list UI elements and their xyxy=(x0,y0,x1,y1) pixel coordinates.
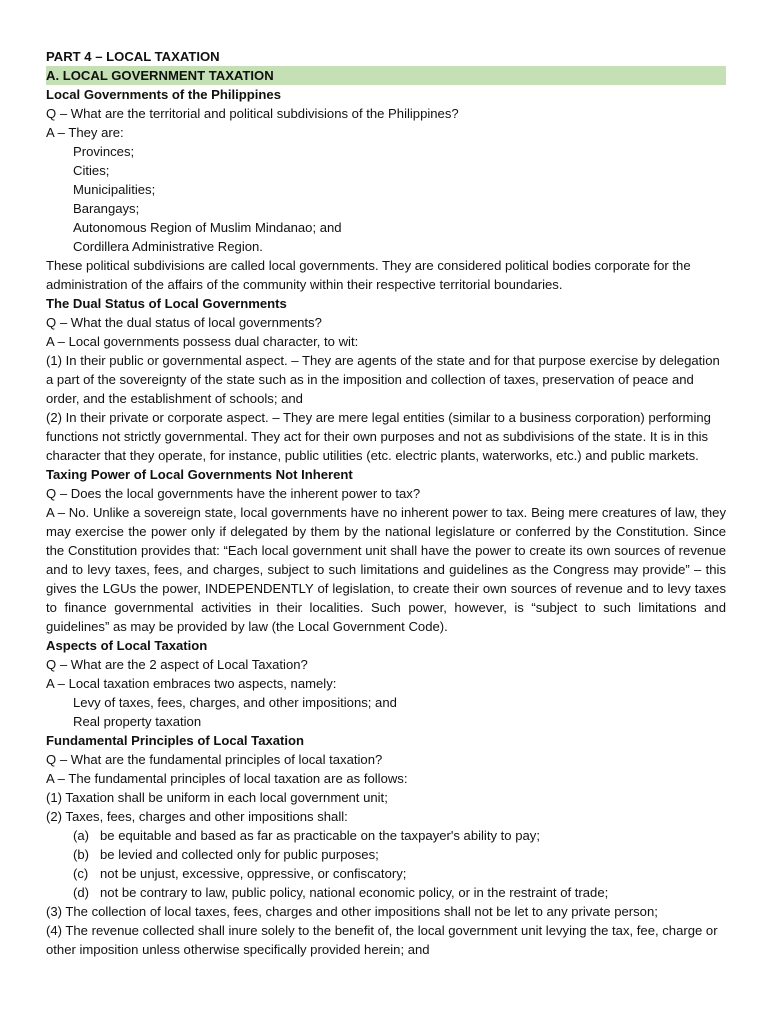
question-subdivisions: Q – What are the territorial and political subdivisions of the Philippines? xyxy=(46,106,459,121)
sub-item-text: not be unjust, excessive, oppressive, or confiscatory; xyxy=(100,866,407,881)
heading-local-governments: Local Governments of the Philippines xyxy=(46,87,281,102)
section-title-band: A. LOCAL GOVERNMENT TAXATION xyxy=(46,66,726,85)
sub-item-text: be equitable and based as far as practicable on the taxpayer's ability to pay; xyxy=(100,828,540,843)
answer-subdivisions: A – They are: xyxy=(46,125,124,140)
heading-dual-status: The Dual Status of Local Governments xyxy=(46,296,287,311)
heading-taxing-power: Taxing Power of Local Governments Not Inherent xyxy=(46,467,353,482)
list-item: Provinces; xyxy=(73,144,135,159)
answer-dual-status: A – Local governments possess dual character, to wit: xyxy=(46,334,359,349)
sub-item-text: be levied and collected only for public purposes; xyxy=(100,847,379,862)
question-principles: Q – What are the fundamental principles of local taxation? xyxy=(46,752,383,767)
question-dual-status: Q – What the dual status of local governments? xyxy=(46,315,322,330)
list-item: Autonomous Region of Muslim Mindanao; and xyxy=(73,220,342,235)
sub-item-mark: (b) xyxy=(73,847,90,862)
sub-item-text: not be contrary to law, public policy, national economic policy, or in the restraint of trade; xyxy=(100,885,609,900)
question-aspects: Q – What are the 2 aspect of Local Taxation? xyxy=(46,657,308,672)
answer-taxing-power: A – No. Unlike a sovereign state, local governments have no inherent power to tax. Being mere creatures of law, they may exercise the power only if delegated by them by the national legislature or conferred by the Constitution. Since the Constitution provides that: “Each local government unit shall have the power to create its own sources of revenue and to levy taxes, fees, and charges, subject to such limitations and guidelines as the Congress may provide” – this gives the LGUs the power, INDEPENDENTLY of legislation, to create their own sources of revenue and to levy taxes to finance governmental activities in their localities. Such power, however, is “subject to such limitations and guidelines” as may be provided by law (the Local Government Code). xyxy=(46,505,726,634)
sub-item-mark: (c) xyxy=(73,866,89,881)
sub-item xyxy=(46,864,726,883)
heading-aspects: Aspects of Local Taxation xyxy=(46,638,208,653)
sub-item xyxy=(46,883,726,902)
sub-item-mark: (a) xyxy=(73,828,90,843)
paragraph-local-governments: These political subdivisions are called local governments. They are considered political bodies corporate for the administration of the affairs of the community within their respective territorial boundaries. xyxy=(46,258,691,292)
list-item: Cities; xyxy=(73,163,110,178)
paragraph-private-aspect: (2) In their private or corporate aspect. – They are mere legal entities (similar to a business corporation) performing functions not strictly governmental. They act for their own purposes and not as subdivisions of the state. It is in this character that they operate, for instance, public utilities (etc. electric plants, waterworks, etc.) and public markets. xyxy=(46,410,711,463)
sub-item-mark: (d) xyxy=(73,885,90,900)
answer-principles: A – The fundamental principles of local taxation are as follows: xyxy=(46,771,408,786)
principle-2: (2) Taxes, fees, charges and other impositions shall: xyxy=(46,809,348,824)
principle-1: (1) Taxation shall be uniform in each local government unit; xyxy=(46,790,388,805)
part-title: PART 4 – LOCAL TAXATION xyxy=(46,49,220,64)
answer-aspects: A – Local taxation embraces two aspects, namely: xyxy=(46,676,337,691)
list-item: Barangays; xyxy=(73,201,140,216)
list-item: Cordillera Administrative Region. xyxy=(73,239,263,254)
list-item: Municipalities; xyxy=(73,182,156,197)
sub-item xyxy=(46,845,726,864)
principle-4: (4) The revenue collected shall inure solely to the benefit of, the local government unit levying the tax, fee, charge or other imposition unless otherwise specifically provided herein; and xyxy=(46,923,718,957)
heading-fundamental-principles: Fundamental Principles of Local Taxation xyxy=(46,733,305,748)
sub-item xyxy=(46,826,726,845)
list-item: Levy of taxes, fees, charges, and other impositions; and xyxy=(73,695,397,710)
question-taxing-power: Q – Does the local governments have the inherent power to tax? xyxy=(46,486,421,501)
paragraph-public-aspect: (1) In their public or governmental aspect. – They are agents of the state and for that purpose exercise by delegation a part of the sovereignty of the state such as in the imposition and collection of taxes, preservation of peace and order, and the establishment of schools; and xyxy=(46,353,720,406)
principle-3: (3) The collection of local taxes, fees, charges and other impositions shall not be let to any private person; xyxy=(46,904,658,919)
list-item: Real property taxation xyxy=(73,714,202,729)
